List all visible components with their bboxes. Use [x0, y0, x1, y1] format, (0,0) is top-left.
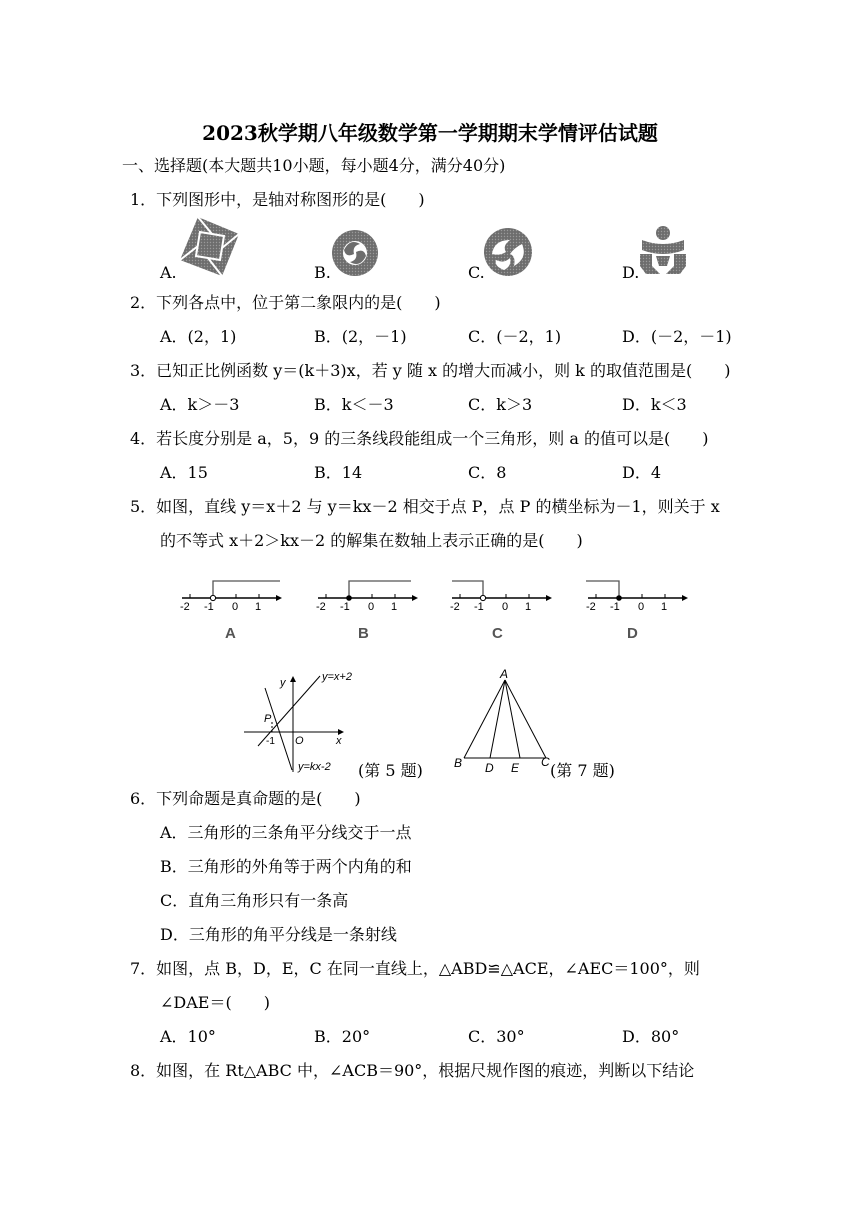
question-4-stem: 4．若长度分别是 a，5，9 的三条线段能组成一个三角形，则 a 的值可以是( )	[130, 429, 709, 448]
q7-triangle-figure	[450, 666, 560, 776]
swirl-ring-icon	[330, 228, 380, 278]
x-axis-label: x	[336, 735, 342, 747]
tick-label: 1	[525, 601, 532, 613]
figure-5-caption: (第 5 题)	[358, 761, 423, 780]
square-pattern-icon	[176, 214, 242, 280]
q4-option-d: D．4	[622, 463, 662, 482]
page-title: 2023秋学期八年级数学第一学期期末学情评估试题	[202, 121, 658, 145]
q6-option-b: B．三角形的外角等于两个内角的和	[160, 857, 412, 876]
q3-option-a: A．k＞－3	[160, 395, 240, 414]
q2-option-a: A．(2，1)	[160, 327, 237, 346]
point-e-label: E	[511, 761, 520, 775]
tick-label: -1	[340, 601, 350, 613]
tick-label: -2	[450, 601, 460, 613]
number-line-letter: A	[225, 625, 236, 642]
question-8-stem: 8．如图，在 Rt△ABC 中，∠ACB＝90°，根据尺规作图的痕迹，判断以下结论	[130, 1061, 695, 1080]
question-7-stem: 7．如图，点 B，D，E，C 在同一直线上，△ABD≌△ACE，∠AEC＝100°，则	[130, 959, 700, 978]
q3-option-c: C．k＞3	[468, 395, 533, 414]
q6-option-d: D．三角形的角平分线是一条射线	[160, 925, 397, 944]
q7-option-c: C．30°	[468, 1027, 525, 1046]
point-c-label: C	[541, 755, 550, 769]
q7-option-b: B．20°	[314, 1027, 371, 1046]
question-5-stem: 5．如图，直线 y＝x＋2 与 y＝kx－2 相交于点 P，点 P 的横坐标为－1，则关于 x	[130, 497, 720, 516]
tick-label: -2	[180, 601, 190, 613]
point-a-label: A	[500, 667, 509, 681]
q4-option-a: A．15	[160, 463, 208, 482]
tick-label: 1	[661, 601, 668, 613]
q7-option-d: D．80°	[622, 1027, 680, 1046]
figure-7-caption: (第 7 题)	[550, 761, 615, 780]
question-7-stem-cont: ∠DAE＝( )	[160, 993, 270, 1012]
tick-label: 0	[638, 601, 645, 613]
line1-label: y=x+2	[322, 671, 352, 683]
question-6-stem: 6．下列命题是真命题的是( )	[130, 789, 361, 808]
point-p-label: P	[264, 713, 272, 725]
q1-option-d: D.	[622, 263, 640, 282]
number-line-b	[312, 574, 422, 646]
question-3-stem: 3．已知正比例函数 y＝(k＋3)x，若 y 随 x 的增大而减小，则 k 的取值范围是( )	[130, 361, 731, 380]
triple-swirl-icon	[482, 226, 534, 278]
q2-option-c: C．(－2，1)	[468, 327, 562, 346]
tick-label: -1	[610, 601, 620, 613]
number-line-letter: B	[358, 625, 369, 642]
tick-label: -1	[474, 601, 484, 613]
tick-label: 1	[255, 601, 262, 613]
q1-option-c: C.	[468, 263, 485, 282]
tick-label: 1	[391, 601, 398, 613]
q3-option-b: B．k＜－3	[314, 395, 394, 414]
tick-label: 0	[502, 601, 509, 613]
q3-option-d: D．k＜3	[622, 395, 687, 414]
tick-label: -2	[586, 601, 596, 613]
figure-logo-icon	[636, 224, 690, 278]
q7-option-a: A．10°	[160, 1027, 216, 1046]
q6-option-a: A．三角形的三条角平分线交于一点	[160, 823, 412, 842]
tick-label: -2	[316, 601, 326, 613]
y-axis-label: y	[280, 677, 286, 689]
number-line-letter: D	[627, 625, 638, 642]
q4-option-c: C．8	[468, 463, 507, 482]
tick-label: 0	[232, 601, 239, 613]
q4-option-b: B．14	[314, 463, 363, 482]
tick-label: -1	[266, 736, 275, 747]
q5-graph-figure	[240, 666, 362, 776]
tick-label: -1	[204, 601, 214, 613]
q1-option-b: B.	[314, 263, 331, 282]
question-5-stem-cont: 的不等式 x＋2＞kx－2 的解集在数轴上表示正确的是( )	[160, 531, 583, 550]
q2-option-d: D．(－2，－1)	[622, 327, 732, 346]
q2-option-b: B．(2，－1)	[314, 327, 407, 346]
origin-label: O	[295, 735, 304, 747]
number-line-d	[582, 574, 692, 646]
question-1-stem: 1．下列图形中，是轴对称图形的是( )	[130, 190, 425, 209]
point-d-label: D	[485, 761, 494, 775]
q1-option-a: A.	[160, 263, 177, 282]
q6-option-c: C．直角三角形只有一条高	[160, 891, 349, 910]
number-line-a	[176, 574, 286, 646]
number-line-letter: C	[492, 625, 503, 642]
section-heading: 一、选择题(本大题共10小题，每小题4分，满分40分)	[122, 156, 506, 175]
point-b-label: B	[454, 756, 463, 770]
number-line-c	[446, 574, 556, 646]
question-2-stem: 2．下列各点中，位于第二象限内的是( )	[130, 293, 441, 312]
line2-label: y=kx-2	[298, 761, 331, 773]
tick-label: 0	[368, 601, 375, 613]
